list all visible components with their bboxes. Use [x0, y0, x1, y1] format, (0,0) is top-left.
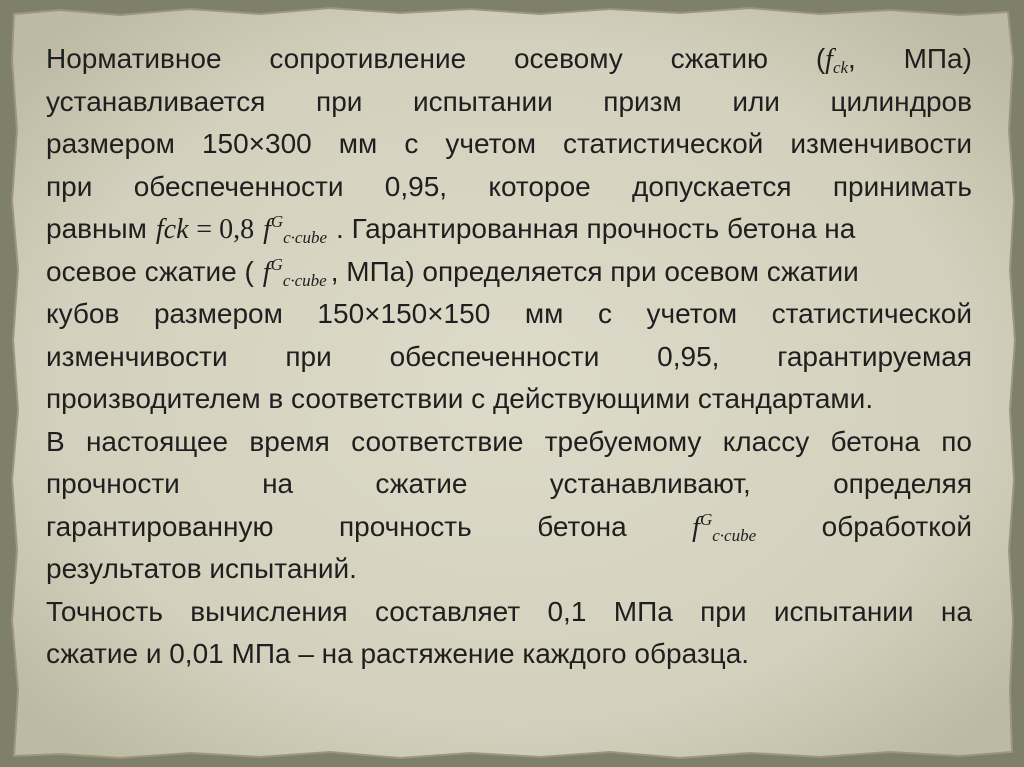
word: статистической	[562, 128, 764, 159]
word: классу	[722, 425, 810, 457]
word: соответствие	[351, 425, 524, 457]
word: настоящее	[85, 425, 229, 457]
word: учетом	[646, 298, 738, 329]
word: при	[285, 340, 332, 372]
word: размером	[153, 298, 283, 329]
text-line	[46, 123, 972, 166]
word: 150×150×150	[317, 298, 491, 329]
text-run: , МПа) определяется при осевом сжатии	[330, 255, 859, 287]
word: на	[262, 468, 294, 499]
word: требуемому	[544, 425, 702, 457]
word: на	[940, 595, 972, 627]
word: допускается	[632, 170, 792, 202]
text-line	[46, 421, 972, 464]
word: устанавливают,	[549, 468, 751, 499]
text-run: . Гарантированная прочность бетона на	[336, 213, 856, 244]
g-superscript: G	[270, 212, 284, 231]
ck-subscript: ck	[832, 58, 849, 77]
word: размером	[46, 128, 175, 159]
word: изменчивости	[46, 340, 228, 372]
word: 150×300	[201, 128, 312, 159]
word: вычисления	[190, 595, 348, 627]
text-line	[46, 251, 972, 294]
text-line	[46, 336, 972, 379]
word: учетом	[445, 128, 536, 159]
word: 0,1	[547, 595, 587, 627]
text-line	[46, 378, 972, 421]
word: сжатие	[375, 468, 468, 499]
word: сжатию	[670, 43, 769, 74]
word: МПа	[613, 595, 673, 627]
word: с	[404, 128, 419, 159]
ccube-subscript: c·cube	[712, 525, 757, 545]
f-symbol: f	[262, 256, 271, 288]
text-run: осевое сжатие (	[46, 255, 254, 287]
ccube-subscript: c·cube	[282, 270, 327, 290]
text-line	[46, 166, 972, 209]
word: или	[732, 85, 780, 117]
word: принимать	[832, 170, 972, 202]
fgccube-formula	[263, 251, 327, 294]
comma: ,	[848, 43, 856, 74]
word: бетона	[537, 510, 627, 542]
word: 0,95,	[657, 340, 720, 372]
text-line	[46, 633, 972, 676]
text-line	[46, 591, 972, 634]
word: гарантированную	[46, 510, 274, 542]
word: обеспеченности	[133, 170, 344, 202]
word: призм	[603, 85, 682, 117]
text-line	[46, 548, 972, 591]
word: осевому	[513, 43, 623, 74]
word: мм	[338, 128, 378, 159]
ccube-subscript: c·cube	[283, 228, 328, 247]
word: обеспеченности	[389, 340, 600, 372]
text-line	[46, 208, 972, 251]
fck-symbol: fck	[155, 214, 189, 245]
word: обработкой	[821, 510, 972, 542]
word: испытании	[773, 595, 914, 627]
word: гарантируемая	[777, 340, 972, 372]
g-superscript: G	[270, 254, 283, 274]
word: Точность	[46, 595, 163, 627]
word: прочности	[46, 468, 180, 499]
word: сопротивление	[269, 43, 467, 74]
word: мм	[524, 298, 564, 329]
word: кубов	[46, 298, 120, 329]
text-line	[46, 506, 972, 549]
word: которое	[488, 170, 591, 202]
word: время	[249, 425, 330, 457]
word: Нормативное	[46, 43, 222, 74]
word: 0,95,	[384, 170, 448, 202]
fck-formula	[816, 38, 856, 81]
word: испытании	[412, 85, 553, 117]
text-line	[46, 293, 972, 336]
word: при	[700, 595, 747, 627]
text-run: результатов испытаний.	[46, 553, 357, 584]
text-run: производителем в соответствии с действующими стандартами.	[46, 383, 874, 414]
text-run: сжатие и 0,01 МПа – на растяжение каждого образца.	[46, 638, 750, 669]
text-line	[46, 81, 972, 124]
word: цилиндров	[830, 85, 972, 117]
equals-value: = 0,8	[196, 214, 255, 245]
word: изменчивости	[790, 128, 972, 159]
word: бетона	[830, 425, 920, 457]
slide-text	[46, 38, 972, 676]
paren: (	[815, 43, 826, 74]
f-symbol: f	[692, 511, 700, 543]
word: равным	[46, 213, 147, 244]
fgccube-formula	[692, 506, 756, 549]
unit: МПа)	[903, 43, 972, 74]
word: при	[316, 85, 363, 117]
word: статистической	[771, 298, 972, 329]
word: прочность	[338, 510, 472, 542]
word: составляет	[374, 595, 521, 627]
word: при	[46, 170, 93, 202]
text-line	[46, 463, 972, 506]
fck-equation	[156, 208, 254, 251]
text-line	[46, 38, 972, 81]
word: с	[597, 298, 612, 329]
fgccube-formula	[263, 208, 327, 251]
g-superscript: G	[699, 509, 713, 529]
f-symbol: f	[263, 214, 271, 245]
word: по	[941, 425, 972, 457]
word: устанавливается	[46, 85, 266, 117]
word: определяя	[833, 468, 972, 499]
word: В	[46, 425, 65, 457]
f-symbol: f	[825, 44, 833, 75]
